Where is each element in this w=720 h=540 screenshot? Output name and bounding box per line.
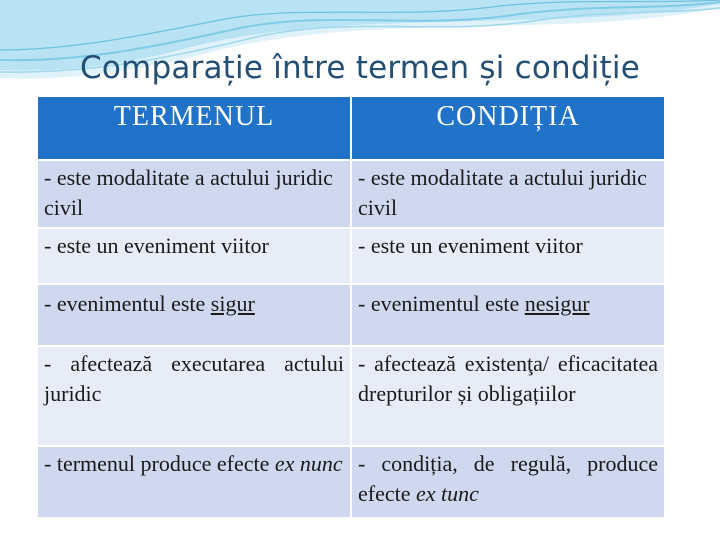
cell-text: - termenul produce efecte	[44, 451, 275, 476]
cell-text: - este un eveniment viitor	[358, 233, 583, 258]
table-row	[37, 346, 665, 446]
column-header-termenul: TERMENUL	[37, 96, 351, 160]
cell-emphasis: nesigur	[524, 291, 590, 316]
table-cell	[351, 446, 665, 518]
table-row	[37, 228, 665, 284]
table-cell	[37, 446, 351, 518]
table-cell	[37, 160, 351, 228]
table-cell	[351, 228, 665, 284]
table-cell	[37, 346, 351, 446]
cell-emphasis: sigur	[210, 291, 255, 316]
table-cell	[351, 346, 665, 446]
table-row	[37, 284, 665, 346]
cell-text: - afectează existenţa/ eficacitatea drepturilor și obligațiilor	[358, 351, 658, 406]
table-cell	[37, 284, 351, 346]
cell-text: - este modalitate a actului juridic civil	[44, 165, 333, 220]
column-header-conditia: CONDIȚIA	[351, 96, 665, 160]
cell-emphasis: ex tunc	[416, 481, 479, 506]
cell-emphasis: ex nunc	[274, 451, 343, 476]
page-title: Comparație între termen și condiție	[80, 50, 640, 86]
cell-text: - este modalitate a actului juridic civil	[358, 165, 647, 220]
table-row	[37, 160, 665, 228]
table-cell	[351, 284, 665, 346]
cell-text: - condiția, de regulă, produce efecte	[358, 451, 658, 506]
comparison-table	[36, 95, 666, 519]
cell-text: - este un eveniment viitor	[44, 233, 269, 258]
cell-text: - afectează executarea actului juridic	[44, 351, 344, 406]
table-cell	[37, 228, 351, 284]
table-row	[37, 446, 665, 518]
table-header-row	[37, 96, 665, 160]
cell-text: - evenimentul este	[358, 291, 525, 316]
cell-text: - evenimentul este	[44, 291, 211, 316]
table-cell	[351, 160, 665, 228]
